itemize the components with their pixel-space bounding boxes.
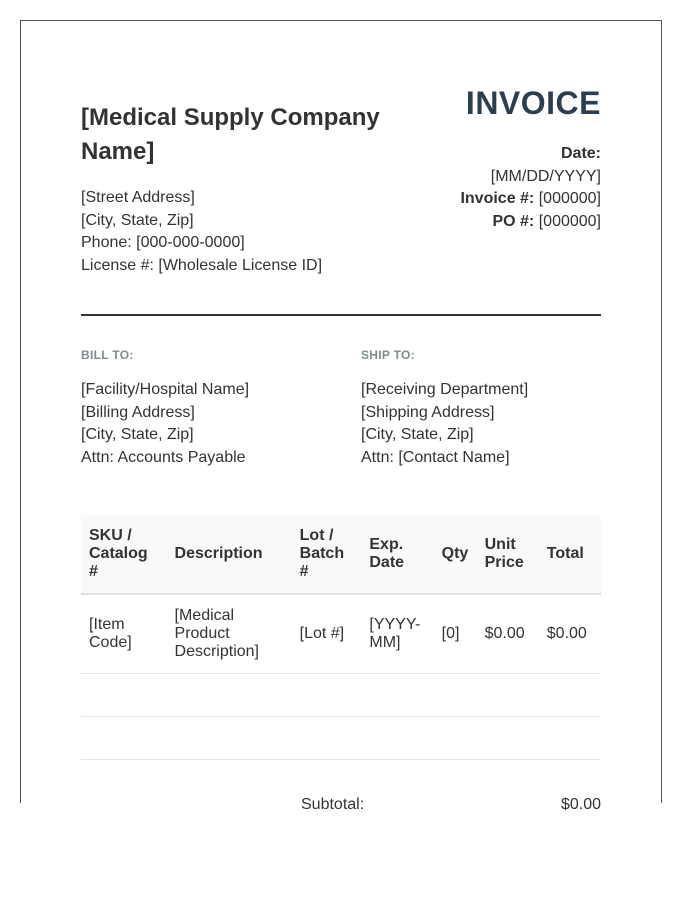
cell-description: [Medical Product Description] <box>167 594 292 674</box>
ship-to-department: [Receiving Department] <box>361 381 529 398</box>
empty-cell <box>477 717 539 760</box>
cell-exp-date: [YYYY-MM] <box>361 594 433 674</box>
ship-to-attn: Attn: [Contact Name] <box>361 448 510 466</box>
bill-to-city-state-zip: [City, State, Zip] <box>81 426 194 443</box>
table-header-row <box>81 515 601 594</box>
header-total: Total <box>539 515 601 594</box>
bill-to-label: BILL TO: <box>81 348 134 362</box>
company-phone: Phone: [000-000-0000] <box>81 234 245 251</box>
invoice-date-value: [MM/DD/YYYY] <box>490 167 601 185</box>
line-items-header <box>81 515 601 594</box>
subtotal-label: Subtotal: <box>301 796 365 813</box>
empty-cell <box>477 674 539 717</box>
company-address-block <box>81 187 322 277</box>
cell-qty: [0] <box>434 594 477 674</box>
header-qty: Qty <box>434 515 477 594</box>
bill-to-attn: Attn: Accounts Payable <box>81 448 246 466</box>
cell-unit-price: $0.00 <box>477 594 539 674</box>
po-number-value: [000000] <box>538 212 601 230</box>
empty-cell <box>292 717 362 760</box>
table-row-empty <box>81 674 601 717</box>
line-items-body <box>81 594 601 760</box>
empty-cell <box>167 674 292 717</box>
empty-cell <box>361 717 433 760</box>
invoice-number-label: Invoice #: <box>460 190 535 207</box>
cell-lot: [Lot #] <box>292 594 362 674</box>
po-number-row <box>460 211 601 234</box>
empty-cell <box>81 717 167 760</box>
empty-cell <box>434 717 477 760</box>
bill-to-section <box>81 347 341 469</box>
invoice-date-value-row <box>460 166 601 189</box>
table-row <box>81 594 601 674</box>
ship-to-address: [Shipping Address] <box>361 403 495 421</box>
subtotal-value: $0.00 <box>560 796 601 813</box>
bill-to-facility: [Facility/Hospital Name] <box>81 381 250 398</box>
invoice-page <box>20 20 662 813</box>
invoice-date-label: Date: <box>560 145 601 162</box>
empty-cell <box>539 717 601 760</box>
empty-cell <box>539 674 601 717</box>
empty-cell <box>292 674 362 717</box>
invoice-date-row <box>460 143 601 166</box>
company-street: [Street Address] <box>81 189 195 206</box>
header-divider <box>81 314 601 316</box>
bill-to-address: [Billing Address] <box>81 403 195 421</box>
invoice-number-row <box>460 188 601 211</box>
header-exp-date: Exp. Date <box>361 515 433 594</box>
invoice-title: INVOICE <box>465 85 601 121</box>
ship-to-label: SHIP TO: <box>361 348 415 362</box>
empty-cell <box>167 717 292 760</box>
bill-to-lines <box>81 379 341 469</box>
header-unit-price: Unit Price <box>477 515 539 594</box>
header-sku: SKU / Catalog # <box>81 515 167 594</box>
table-row-empty <box>81 717 601 760</box>
ship-to-lines <box>361 379 621 469</box>
po-number-label: PO #: <box>492 212 535 230</box>
ship-to-section <box>361 347 621 469</box>
ship-to-city-state-zip: [City, State, Zip] <box>361 426 474 443</box>
header-lot: Lot / Batch # <box>292 515 362 594</box>
line-items-table <box>81 515 601 760</box>
cell-sku: [Item Code] <box>81 594 167 674</box>
invoice-number-value: [000000] <box>538 190 601 207</box>
empty-cell <box>361 674 433 717</box>
header-description: Description <box>167 515 292 594</box>
company-city-state-zip: [City, State, Zip] <box>81 211 194 229</box>
empty-cell <box>434 674 477 717</box>
company-name: [Medical Supply Company Name] <box>81 104 380 165</box>
company-license: License #: [Wholesale License ID] <box>81 256 323 274</box>
invoice-meta <box>460 143 601 233</box>
cell-total: $0.00 <box>539 594 601 674</box>
empty-cell <box>81 674 167 717</box>
